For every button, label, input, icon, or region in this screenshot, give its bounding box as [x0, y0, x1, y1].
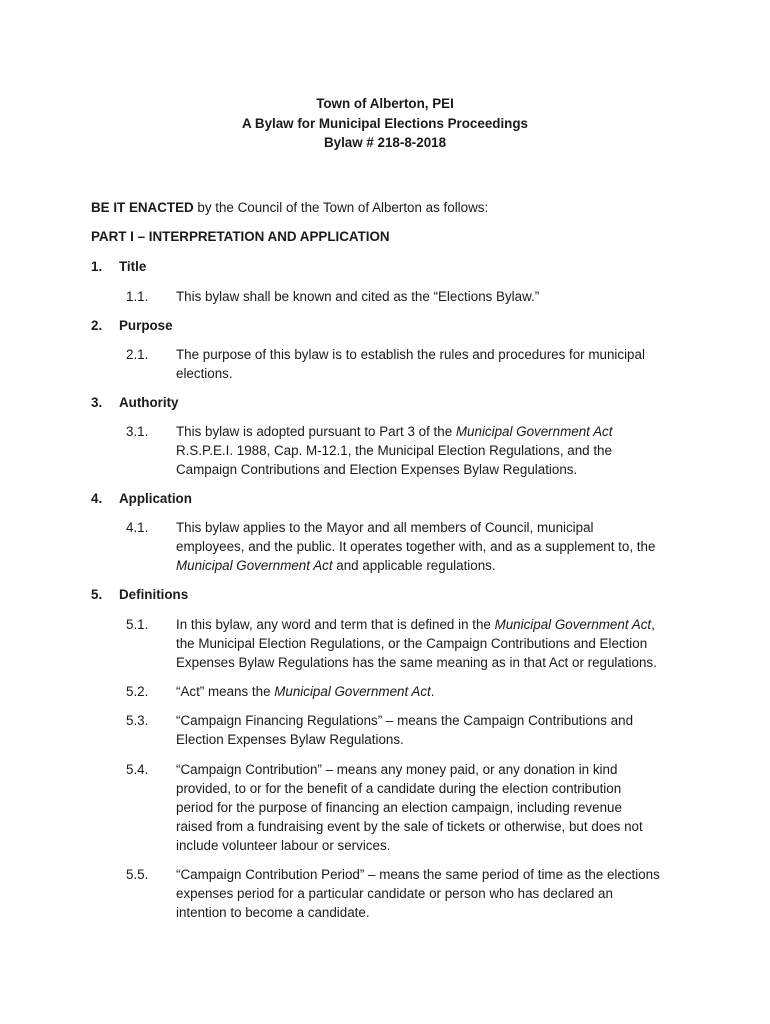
clause-line — [176, 556, 686, 575]
clause-number: 3.1. — [126, 424, 149, 439]
section-heading-application — [91, 489, 192, 508]
clause-text: This bylaw applies to the Mayor and all members of Council, municipal — [176, 520, 594, 535]
act-name: Municipal Government Act — [494, 617, 652, 632]
section-title: Application — [119, 491, 192, 506]
clause-text: This bylaw is adopted pursuant to Part 3 of the — [176, 424, 456, 439]
clause-text: the Municipal Election Regulations, or the Campaign Contributions and Election — [176, 636, 648, 651]
clause-text: , — [651, 617, 655, 632]
town-name: Town of Alberton, PEI — [316, 96, 454, 111]
act-name: Municipal Government Act — [455, 424, 613, 439]
clause-1-1 — [126, 287, 686, 306]
clause-text: “Campaign Financing Regulations” – means the Campaign Contributions and — [176, 713, 634, 728]
section-title: Title — [119, 259, 147, 274]
clause-text: Campaign Contributions and Election Expenses Bylaw Regulations. — [176, 462, 578, 477]
clause-text: In this bylaw, any word and term that is defined in the — [176, 617, 495, 632]
clause-text: intention to become a candidate. — [176, 905, 370, 920]
section-title: Authority — [119, 395, 179, 410]
enactment-clause — [91, 198, 488, 217]
clause-number: 5.5. — [126, 867, 149, 882]
clause-text: “Campaign Contribution Period” – means the same period of time as the elections — [176, 867, 660, 882]
section-number: 1. — [91, 259, 103, 274]
clause-text: include volunteer labour or services. — [176, 838, 391, 853]
section-title: Purpose — [119, 318, 173, 333]
bylaw-number: Bylaw # 218-8-2018 — [323, 135, 447, 150]
clause-text: elections. — [176, 366, 233, 381]
clause-line — [176, 615, 686, 634]
clause-text: This bylaw shall be known and cited as the “Elections Bylaw.” — [176, 289, 540, 304]
clause-number: 5.3. — [126, 713, 149, 728]
part-title: PART I – INTERPRETATION AND APPLICATION — [91, 229, 390, 244]
clause-text: R.S.P.E.I. 1988, Cap. M-12.1, the Municipal Election Regulations, and the — [176, 443, 612, 458]
section-heading-purpose — [91, 316, 173, 335]
section-heading-definitions — [91, 585, 188, 604]
section-heading-authority — [91, 393, 179, 412]
clause-text: “Campaign Contribution” – means any money paid, or any donation in kind — [176, 762, 618, 777]
clause-5-5 — [126, 865, 686, 922]
clause-text: “Act” means the — [176, 684, 275, 699]
clause-number: 5.4. — [126, 762, 149, 777]
clause-number: 4.1. — [126, 520, 149, 535]
clause-text: expenses period for a particular candidate or person who has declared an — [176, 886, 613, 901]
clause-text: employees, and the public. It operates together with, and as a supplement to, the — [176, 539, 656, 554]
clause-text: provided, to or for the benefit of a candidate during the election contribution — [176, 781, 622, 796]
act-name: Municipal Government Act — [274, 684, 431, 699]
clause-4-1 — [126, 518, 686, 575]
section-number: 4. — [91, 491, 103, 506]
clause-number: 5.1. — [126, 617, 149, 632]
clause-number: 1.1. — [126, 289, 149, 304]
document-header — [0, 94, 770, 153]
section-heading-title — [91, 257, 146, 276]
clause-text: Election Expenses Bylaw Regulations. — [176, 732, 404, 747]
clause-3-1 — [126, 422, 686, 479]
clause-text: and applicable regulations. — [332, 558, 496, 573]
clause-number: 5.2. — [126, 684, 149, 699]
clause-line — [176, 422, 686, 441]
enactment-bold: BE IT ENACTED — [91, 200, 194, 215]
section-number: 5. — [91, 587, 103, 602]
section-number: 2. — [91, 318, 103, 333]
clause-text: period for the purpose of financing an election campaign, including revenue — [176, 800, 622, 815]
clause-text: Expenses Bylaw Regulations has the same meaning as in that Act or regulations. — [176, 655, 657, 670]
clause-line — [176, 682, 686, 701]
clause-5-3 — [126, 711, 686, 749]
enactment-text: by the Council of the Town of Alberton as follows: — [193, 200, 489, 215]
section-number: 3. — [91, 395, 103, 410]
section-title: Definitions — [119, 587, 189, 602]
clause-text: raised from a fundraising event by the sale of tickets or otherwise, but does not — [176, 819, 643, 834]
clause-5-1 — [126, 615, 686, 672]
clause-5-2 — [126, 682, 686, 701]
clause-text: The purpose of this bylaw is to establish the rules and procedures for municipal — [176, 347, 645, 362]
clause-number: 2.1. — [126, 347, 149, 362]
clause-2-1 — [126, 345, 686, 383]
act-name: Municipal Government Act — [176, 558, 333, 573]
clause-text: . — [430, 684, 435, 699]
bylaw-title: A Bylaw for Municipal Elections Proceedings — [242, 115, 528, 131]
clause-5-4 — [126, 760, 686, 855]
